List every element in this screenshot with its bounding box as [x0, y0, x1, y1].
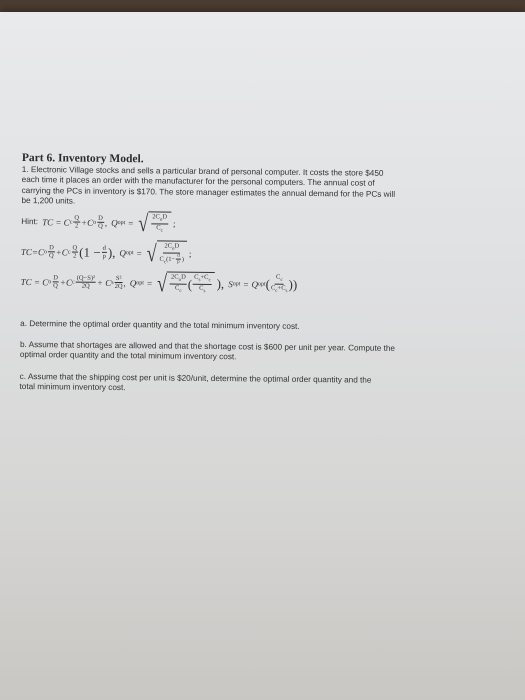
- eq-paren: ),: [216, 275, 225, 291]
- eq-term: Q: [251, 279, 259, 290]
- eq-paren: ),: [107, 244, 116, 260]
- question-a: [20, 319, 505, 334]
- eq-sub: opt: [232, 280, 241, 287]
- eq-term: S: [228, 278, 233, 289]
- problem-line: carrying the PCs in inventory is $170. The store manager estimates the annual demand for the PCs will: [21, 185, 396, 199]
- part-title: Part 6. Inventory Model.: [21, 152, 144, 166]
- eq-end: ;: [172, 218, 176, 229]
- eq-fraction: $\frac{Q}{2}$: [72, 244, 78, 260]
- eq-term: Q: [129, 277, 137, 288]
- document-content: [19, 152, 507, 409]
- problem-line: each time it places an order with the manufacturer for the personal computers. The annual cost of: [21, 175, 375, 189]
- eq-term: + C: [96, 277, 112, 288]
- eq-term: TC = C: [20, 276, 49, 287]
- eq-fraction: $\frac{d}{p}$: [102, 244, 106, 261]
- eq-fraction: $\frac{C_c}{C_c+C_s}$: [270, 273, 288, 295]
- eq-fraction: $\frac{\text{S²}}{2Q}$: [114, 275, 123, 291]
- eq-end: ;: [188, 248, 192, 259]
- question-line: optimal order quantity and the total minimum inventory cost.: [19, 350, 237, 362]
- eq-sep: ,: [104, 217, 108, 228]
- eq-sqrt: √ $\frac{2C_oD}{C_c}$ ( $\frac{C_s+C_c}{C_s}$: [157, 271, 215, 295]
- eq-term: TC = C: [42, 216, 70, 228]
- eq-fraction: $\frac{D}{Q}$: [53, 274, 59, 290]
- question-c: [19, 372, 504, 398]
- hint-equation-shortage: TC = C o $\frac{D}{Q}$ +C c $\frac{\text{(Q−S)²}}{2Q}$ + C s $\frac{\text{S²}}{2Q}$ , Q opt = √ $\frac{2C_oD}{C_c}$ ( $\frac{C_s+C_c}{C_s}$ ), S opt = Q opt ( $\frac{C_c}{C_c+C_s}$ )): [20, 270, 298, 297]
- question-line: b. Assume that shortages are allowed and that the shortage cost is $600 per unit per year. Compute the: [19, 340, 396, 353]
- eq-sub: opt: [125, 249, 134, 256]
- question-line: c. Assume that the shipping cost per unit is $20/unit, determine the optimal order quantity and the: [19, 371, 372, 385]
- eq-sub: s: [111, 279, 114, 286]
- eq-sub: o: [93, 219, 97, 226]
- problem-line: 1. Electronic Village stocks and sells a particular brand of personal computer. It costs the store $450: [21, 164, 384, 178]
- eq-term: Q: [119, 247, 127, 258]
- eq-sep: ,: [123, 277, 126, 288]
- question-line: a. Determine the optimal order quantity and the total minimum inventory cost.: [20, 318, 300, 331]
- eq-paren: (1 −: [79, 244, 101, 260]
- eq-sub: opt: [117, 219, 126, 226]
- eq-fraction: $\frac{D}{Q}$: [48, 244, 54, 260]
- eq-term: +C: [59, 277, 73, 288]
- eq-sub: o: [48, 278, 52, 285]
- eq-term: +C: [81, 217, 94, 228]
- eq-fraction: $\frac{Q}{2}$: [74, 214, 80, 230]
- eq-equals: =: [136, 247, 142, 258]
- eq-sub: c: [71, 279, 75, 286]
- eq-fraction: $\frac{\text{(Q−S)²}}{2Q}$: [76, 274, 96, 290]
- eq-equals: =: [146, 277, 153, 288]
- eq-term: TC=C: [20, 246, 45, 257]
- eq-equals: =: [128, 217, 134, 228]
- eq-term: +C: [55, 246, 68, 258]
- eq-sub: c: [67, 249, 71, 256]
- question-line: total minimum inventory cost.: [19, 382, 126, 393]
- eq-sqrt: √ $2C_oD$ $C_c(1-$ $\frac{d}{p}$ ): [147, 240, 188, 266]
- problem-statement: [21, 165, 506, 212]
- eq-sub: o: [44, 248, 48, 255]
- eq-paren: )): [288, 276, 298, 292]
- hint-label: Hint:: [21, 217, 39, 227]
- eq-sub: opt: [257, 281, 266, 288]
- eq-equals: =: [243, 278, 249, 290]
- questions: [19, 319, 505, 398]
- eq-sub: opt: [136, 279, 145, 286]
- problem-line: be 1,200 units.: [21, 196, 76, 206]
- eq-fraction: $\frac{D}{Q}$: [98, 214, 103, 230]
- question-b: [20, 340, 505, 366]
- eq-term: Q: [111, 217, 118, 228]
- eq-sqrt: √ $\frac{2C_oD}{C_c}$: [138, 211, 171, 235]
- eq-sub: c: [69, 219, 73, 226]
